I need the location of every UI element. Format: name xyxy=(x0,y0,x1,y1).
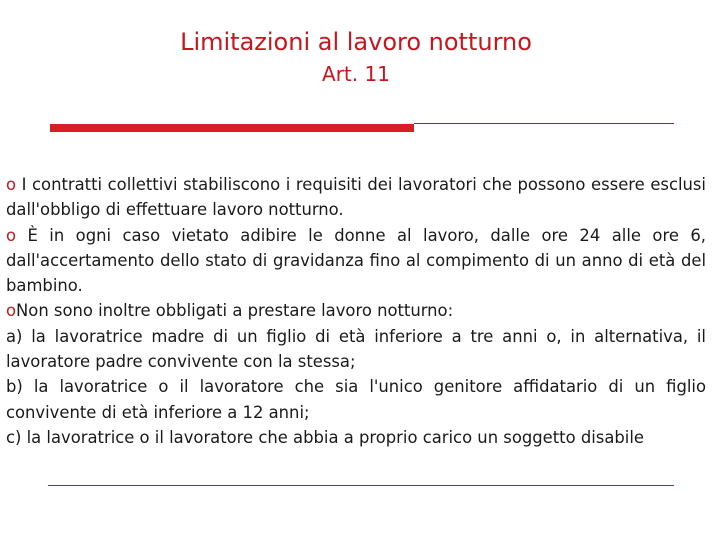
bullet-text: È in ogni caso vietato adibire le donne al lavoro, dalle ore 24 alle ore 6, dall'accertamento dello stato di gravidanza fino al compimento di un anno di età del bambino. xyxy=(6,225,706,296)
bullet-marker: o xyxy=(6,175,17,194)
bullet-item-2 xyxy=(6,223,706,299)
bullet-item-3 xyxy=(6,298,706,323)
slide-title: Limitazioni al lavoro notturno xyxy=(180,28,532,56)
bullet-text: Non sono inoltre obbligati a prestare lavoro notturno: xyxy=(16,301,454,321)
bullet-item-1 xyxy=(6,172,706,223)
bottom-divider xyxy=(48,485,674,486)
bullet-marker: o xyxy=(6,225,17,245)
top-divider-thick xyxy=(50,124,414,132)
bullet-marker: o xyxy=(6,301,17,321)
sub-item-a: a) la lavoratrice madre di un figlio di età inferiore a tre anni o, in alternativa, il lavoratore padre convivente con la stessa; xyxy=(6,326,706,372)
slide-body xyxy=(6,172,706,450)
sub-item-c: c) la lavoratrice o il lavoratore che abbia a proprio carico un soggetto disabile xyxy=(6,427,644,447)
sub-item-b: b) la lavoratrice o il lavoratore che sia l'unico genitore affidatario di un figlio convivente di età inferiore a 12 anni; xyxy=(6,377,706,422)
slide-subtitle: Art. 11 xyxy=(322,62,390,86)
bullet-text: I contratti collettivi stabiliscono i requisiti dei lavoratori che possono essere esclusi dall'obbligo di effettuare lavoro notturno. xyxy=(6,175,706,220)
top-divider-thin xyxy=(414,123,674,124)
